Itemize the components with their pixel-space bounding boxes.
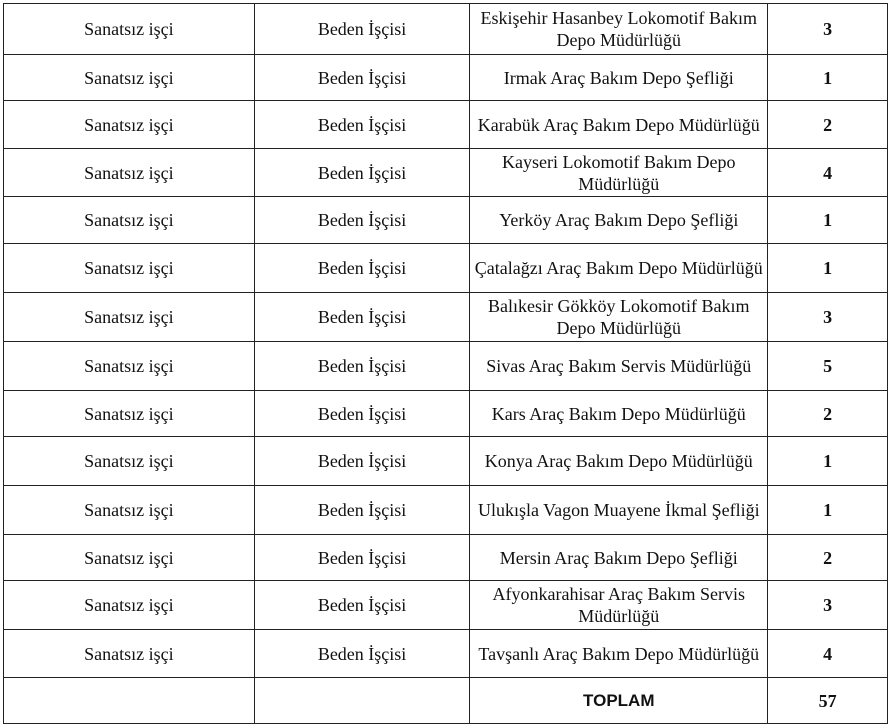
count-cell: 2 (768, 101, 888, 149)
count-cell: 5 (768, 342, 888, 391)
table-row (4, 486, 888, 535)
worker-type-cell: Beden İşçisi (254, 630, 470, 678)
worker-type-cell: Beden İşçisi (254, 535, 470, 581)
total-row (4, 678, 888, 724)
worker-type-cell: Beden İşçisi (254, 581, 470, 630)
unit-cell: Yerköy Araç Bakım Depo Şefliği (470, 197, 768, 244)
unit-cell: Tavşanlı Araç Bakım Depo Müdürlüğü (470, 630, 768, 678)
job-title-cell: Sanatsız işçi (4, 293, 255, 342)
empty-cell (4, 678, 255, 724)
table-row (4, 535, 888, 581)
job-title-cell: Sanatsız işçi (4, 486, 255, 535)
worker-type-cell: Beden İşçisi (254, 391, 470, 437)
worker-type-cell: Beden İşçisi (254, 437, 470, 486)
job-title-cell: Sanatsız işçi (4, 101, 255, 149)
table-row (4, 149, 888, 197)
count-cell: 2 (768, 391, 888, 437)
table-row (4, 4, 888, 55)
count-cell: 1 (768, 244, 888, 293)
table-row (4, 581, 888, 630)
count-cell: 3 (768, 4, 888, 55)
table-row (4, 197, 888, 244)
worker-type-cell: Beden İşçisi (254, 197, 470, 244)
unit-cell: Çatalağzı Araç Bakım Depo Müdürlüğü (470, 244, 768, 293)
unit-cell: Kayseri Lokomotif Bakım Depo Müdürlüğü (470, 149, 768, 197)
job-title-cell: Sanatsız işçi (4, 437, 255, 486)
table-row (4, 244, 888, 293)
count-cell: 1 (768, 197, 888, 244)
unit-cell: Ulukışla Vagon Muayene İkmal Şefliği (470, 486, 768, 535)
worker-type-cell: Beden İşçisi (254, 486, 470, 535)
worker-type-cell: Beden İşçisi (254, 149, 470, 197)
count-cell: 1 (768, 55, 888, 101)
job-title-cell: Sanatsız işçi (4, 197, 255, 244)
count-cell: 4 (768, 149, 888, 197)
count-cell: 1 (768, 437, 888, 486)
worker-type-cell: Beden İşçisi (254, 244, 470, 293)
total-label: TOPLAM (470, 678, 768, 724)
worker-type-cell: Beden İşçisi (254, 4, 470, 55)
empty-cell (254, 678, 470, 724)
table-row (4, 55, 888, 101)
count-cell: 1 (768, 486, 888, 535)
job-title-cell: Sanatsız işçi (4, 342, 255, 391)
unit-cell: Balıkesir Gökköy Lokomotif Bakım Depo Müdürlüğü (470, 293, 768, 342)
job-title-cell: Sanatsız işçi (4, 630, 255, 678)
job-title-cell: Sanatsız işçi (4, 581, 255, 630)
unit-cell: Eskişehir Hasanbey Lokomotif Bakım Depo Müdürlüğü (470, 4, 768, 55)
table-row (4, 101, 888, 149)
worker-type-cell: Beden İşçisi (254, 342, 470, 391)
table-row (4, 293, 888, 342)
worker-type-cell: Beden İşçisi (254, 55, 470, 101)
job-title-cell: Sanatsız işçi (4, 535, 255, 581)
unit-cell: Afyonkarahisar Araç Bakım Servis Müdürlüğü (470, 581, 768, 630)
job-title-cell: Sanatsız işçi (4, 4, 255, 55)
job-title-cell: Sanatsız işçi (4, 55, 255, 101)
unit-cell: Karabük Araç Bakım Depo Müdürlüğü (470, 101, 768, 149)
unit-cell: Mersin Araç Bakım Depo Şefliği (470, 535, 768, 581)
worker-type-cell: Beden İşçisi (254, 293, 470, 342)
worker-type-cell: Beden İşçisi (254, 101, 470, 149)
count-cell: 2 (768, 535, 888, 581)
job-title-cell: Sanatsız işçi (4, 244, 255, 293)
total-value: 57 (768, 678, 888, 724)
unit-cell: Konya Araç Bakım Depo Müdürlüğü (470, 437, 768, 486)
table-row (4, 437, 888, 486)
count-cell: 3 (768, 293, 888, 342)
job-title-cell: Sanatsız işçi (4, 391, 255, 437)
table-row (4, 391, 888, 437)
unit-cell: Kars Araç Bakım Depo Müdürlüğü (470, 391, 768, 437)
job-title-cell: Sanatsız işçi (4, 149, 255, 197)
count-cell: 3 (768, 581, 888, 630)
table-row (4, 630, 888, 678)
unit-cell: Sivas Araç Bakım Servis Müdürlüğü (470, 342, 768, 391)
staff-table (3, 3, 888, 724)
table-row (4, 342, 888, 391)
table-body (4, 4, 888, 724)
count-cell: 4 (768, 630, 888, 678)
unit-cell: Irmak Araç Bakım Depo Şefliği (470, 55, 768, 101)
